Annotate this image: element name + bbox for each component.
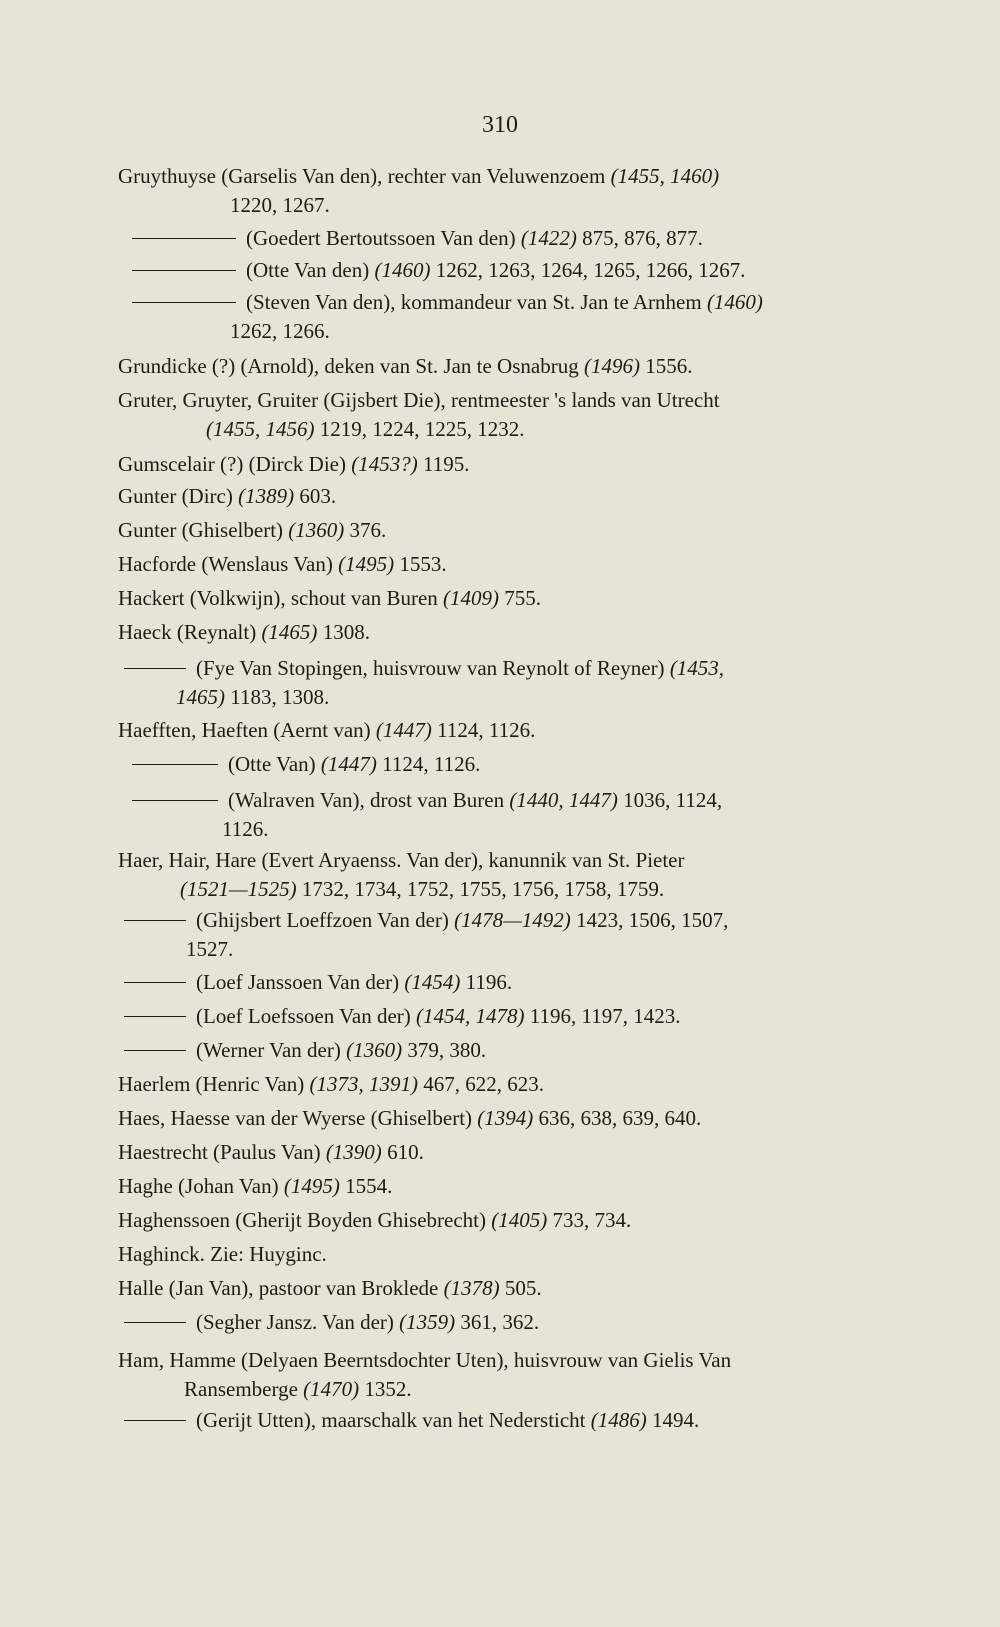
ditto-dash [124, 920, 186, 921]
index-entry: Ham, Hamme (Delyaen Beerntsdochter Uten), huisvrouw van Gielis Van Ransemberge (1470) 1352. [118, 1348, 732, 1401]
index-entry: Haghenssoen (Gherijt Boyden Ghisebrecht) (1405) 733, 734. [118, 1208, 632, 1232]
index-entry: Gruter, Gruyter, Gruiter (Gijsbert Die), rentmeester 's lands van Utrecht (1455, 1456) 1219, 1224, 1225, 1232. [118, 388, 720, 441]
index-entry: Haghinck. Zie: Huyginc. [118, 1242, 327, 1266]
ditto-dash [132, 764, 218, 765]
index-entry: Hacforde (Wenslaus Van) (1495) 1553. [118, 552, 447, 576]
index-entry: Gumscelair (?) (Dirck Die) (1453?) 1195. [118, 452, 470, 476]
ditto-dash [132, 238, 236, 239]
index-entry: Haeck (Reynalt) (1465) 1308. [118, 620, 370, 644]
ditto-dash [124, 1322, 186, 1323]
index-entry: Gunter (Dirc) (1389) 603. [118, 484, 337, 508]
index-entry: Haes, Haesse van der Wyerse (Ghiselbert) (1394) 636, 638, 639, 640. [118, 1106, 702, 1130]
index-subentry: (Gerijt Utten), maarschalk van het Nedersticht (1486) 1494. [118, 1406, 870, 1435]
index-entry: Haerlem (Henric Van) (1373, 1391) 467, 622, 623. [118, 1072, 544, 1096]
index-entry: Haghe (Johan Van) (1495) 1554. [118, 1174, 393, 1198]
index-subentry: (Werner Van der) (1360) 379, 380. [118, 1036, 870, 1065]
index-entry: Haefften, Haeften (Aernt van) (1447) 1124, 1126. [118, 718, 536, 742]
index-entry: Halle (Jan Van), pastoor van Broklede (1378) 505. [118, 1276, 542, 1300]
index-entry: Gruythuyse (Garselis Van den), rechter van Veluwenzoem (1455, 1460) 1220, 1267. [118, 164, 720, 217]
index-subentry: (Otte Van den) (1460) 1262, 1263, 1264, 1265, 1266, 1267. [118, 256, 870, 285]
ditto-dash [124, 1016, 186, 1017]
index-entry: Grundicke (?) (Arnold), deken van St. Jan te Osnabrug (1496) 1556. [118, 354, 693, 378]
index-subentry: (Segher Jansz. Van der) (1359) 361, 362. [118, 1308, 870, 1337]
index-subentry: (Otte Van) (1447) 1124, 1126. [118, 750, 870, 779]
ditto-dash [132, 800, 218, 801]
index-subentry: (Ghijsbert Loeffzoen Van der) (1478—1492) 1423, 1506, 1507, 1527. [118, 906, 870, 964]
ditto-dash [132, 302, 236, 303]
ditto-dash [124, 1420, 186, 1421]
index-entry: Haestrecht (Paulus Van) (1390) 610. [118, 1140, 424, 1164]
index-subentry: (Goedert Bertoutssoen Van den) (1422) 875, 876, 877. [118, 224, 870, 253]
index-entry: Haer, Hair, Hare (Evert Aryaenss. Van der), kanunnik van St. Pieter (1521—1525) 1732, 1734, 1752, 1755, 1756, 1758, 1759. [118, 848, 685, 901]
page-number: 310 [482, 112, 518, 138]
ditto-dash [124, 982, 186, 983]
index-subentry: (Walraven Van), drost van Buren (1440, 1447) 1036, 1124, 1126. [118, 786, 870, 844]
index-entry: Gunter (Ghiselbert) (1360) 376. [118, 518, 387, 542]
index-subentry: (Steven Van den), kommandeur van St. Jan te Arnhem (1460) 1262, 1266. [118, 288, 870, 346]
index-subentry: (Fye Van Stopingen, huisvrouw van Reynolt of Reyner) (1453, 1465) 1183, 1308. [118, 654, 870, 712]
ditto-dash [124, 1050, 186, 1051]
index-subentry: (Loef Loefssoen Van der) (1454, 1478) 1196, 1197, 1423. [118, 1002, 870, 1031]
index-subentry: (Loef Janssoen Van der) (1454) 1196. [118, 968, 870, 997]
ditto-dash [124, 668, 186, 669]
index-entry: Hackert (Volkwijn), schout van Buren (1409) 755. [118, 586, 542, 610]
ditto-dash [132, 270, 236, 271]
